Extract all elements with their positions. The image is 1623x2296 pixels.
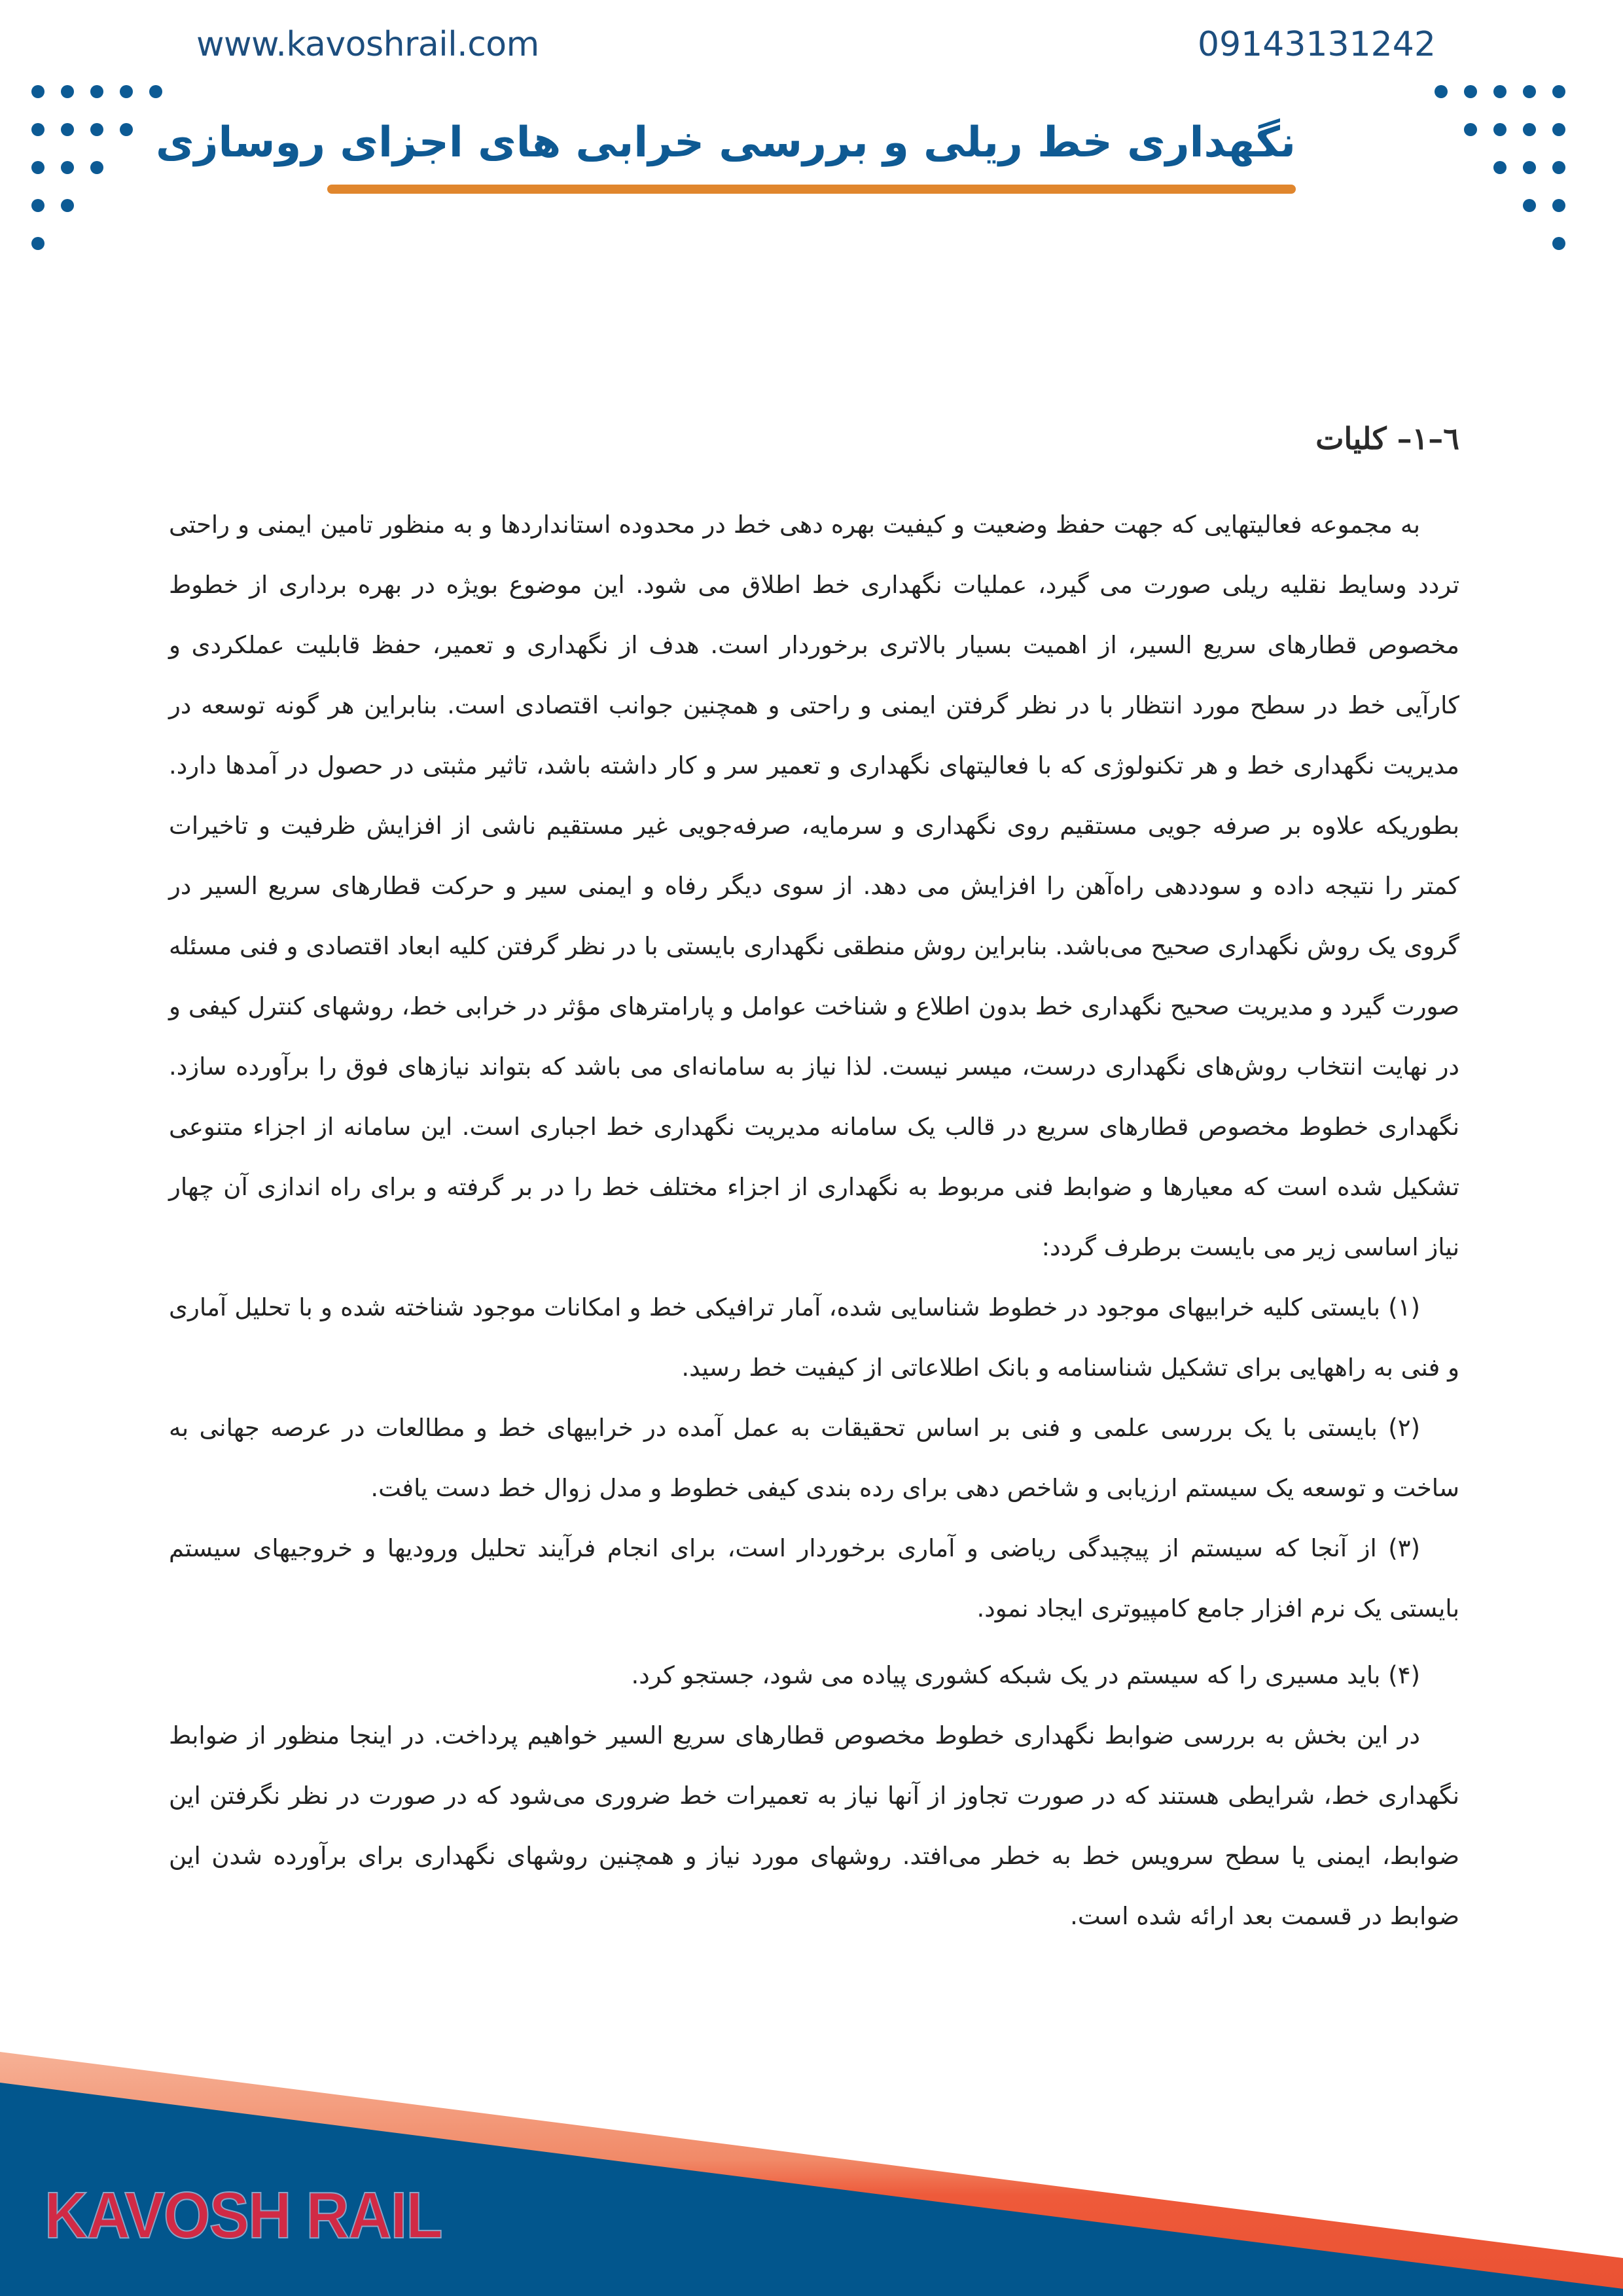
dot xyxy=(1552,199,1565,212)
dot xyxy=(1552,85,1565,98)
dot xyxy=(61,123,74,136)
dot xyxy=(31,85,45,98)
dot xyxy=(1493,123,1507,136)
dot xyxy=(149,85,162,98)
dot xyxy=(61,161,74,174)
list-item: (۳) از آنجا که سیستم از پیچیدگی ریاضی و آماری برخوردار است، برای انجام فرآیند تحلیل ورودیها و خروجیهای سیستم بایستی یک نرم افزار جامع کامپیوتری ایجاد نمود. xyxy=(169,1534,1459,1623)
brand-logo: KAVOSH RAIL xyxy=(45,2179,442,2252)
title-underline xyxy=(327,185,1296,194)
dot xyxy=(120,123,133,136)
intro-paragraph: به مجموعه فعالیتهایی که جهت حفظ وضعیت و کیفیت بهره دهی خط در محدوده استانداردها و به منظور تامین ایمنی و راحتی تردد وسایط نقلیه ریلی صورت می گیرد، عملیات نگهداری خط اطلاق می شود. این موضوع بویژه در بهره برداری از خطوط مخصوص قطارهای سریع السیر، از اهمیت بسیار بالاتری برخوردار است. هدف از نگهداری و تعمیر، حفظ قابلیت عملکردی و کارآیی خط در سطح مورد انتظار با در نظر گرفتن ایمنی و راحتی و همچنین جوانب اقتصادی است. بنابراین هر گونه توسعه در مدیریت نگهداری خط و هر تکنولوژی که با فعالیتهای نگهداری و تعمیر سر و کار داشته باشد، تاثیر مثبتی در حصول در آمدها دارد. بطوریکه علاوه بر صرفه جویی مستقیم روی نگهداری و سرمایه، صرفه‌جویی غیر مستقیم ناشی از افزایش ظرفیت و تاخیرات کمتر را نتیجه داده و سوددهی راه‌آهن را افزایش می دهد. از سوی دیگر رفاه و ایمنی سیر و حرکت قطارهای سریع السیر در گروی یک روش نگهداری صحیح می‌باشد. بنابراین روش منطقی نگهداری بایستی با در نظر گرفتن کلیه ابعاد اقتصادی و فنی مسئله صورت گیرد و مدیریت صحیح نگهداری خط بدون اطلاع و شناخت عوامل و پارامترهای مؤثر در خرابی خط، روشهای کنترل کیفی و در نهایت انتخاب روش‌های نگهداری درست، میسر نیست. لذا نیاز به سامانه‌ای می باشد که بتواند نیازهای فوق را برآورده سازد. نگهداری خطوط مخصوص قطارهای سریع در قالب یک سامانه مدیریت نگهداری خط اجباری است. این سامانه از اجزاء متنوعی تشکیل شده است که معیارها و ضوابط فنی مربوط به نگهداری از اجزاء مختلف خط را در بر گرفته و برای راه اندازی آن چهار نیاز اساسی زیر می بایست برطرف گردد: xyxy=(169,511,1459,1261)
dot xyxy=(90,85,103,98)
dot xyxy=(1523,123,1536,136)
section-heading: ٦–١– کلیات xyxy=(1315,421,1459,456)
dot xyxy=(61,199,74,212)
dot xyxy=(1464,85,1477,98)
dot xyxy=(1435,85,1448,98)
dot-triangle-icon-right xyxy=(1435,85,1592,255)
dot xyxy=(1464,123,1477,136)
dot xyxy=(1493,85,1507,98)
document-body xyxy=(169,495,1459,1946)
dot xyxy=(1523,199,1536,212)
website-url[interactable]: www.kavoshrail.com xyxy=(196,25,539,64)
dot xyxy=(1493,161,1507,174)
closing-paragraph: در این بخش به بررسی ضوابط نگهداری خطوط مخصوص قطارهای سریع السیر خواهیم پرداخت. در اینجا منظور از ضوابط نگهداری خط، شرایطی هستند که در صورت تجاوز از آنها نیاز به تعمیرات خط ضروری می‌شود که در صورت در نظر نگرفتن این ضوابط، ایمنی یا سطح سرویس خط به خطر می‌افتد. روشهای مورد نیاز و همچنین روشهای نگهداری برای برآورده شدن این ضوابط در قسمت بعد ارائه شده است. xyxy=(169,1721,1459,1930)
document-title: نگهداری خط ریلی و بررسی خرابی های اجزای روسازی xyxy=(156,118,1296,167)
dot xyxy=(90,161,103,174)
dot xyxy=(31,237,45,250)
dot xyxy=(1552,123,1565,136)
dot xyxy=(31,161,45,174)
dot xyxy=(1523,161,1536,174)
footer-diagonal-band xyxy=(0,2029,1623,2296)
dot xyxy=(1523,85,1536,98)
dot xyxy=(31,199,45,212)
phone-number: 09143131242 xyxy=(1198,25,1436,64)
dot xyxy=(31,123,45,136)
list-item: (۲) بایستی با یک بررسی علمی و فنی بر اساس تحقیقات به عمل آمده در خرابیهای خط و مطالعات در عرصه جهانی به ساخت و توسعه یک سیستم ارزیابی و شاخص دهی برای رده بندی کیفی خطوط و مدل زوال خط دست یافت. xyxy=(169,1414,1459,1502)
dot xyxy=(61,85,74,98)
dot xyxy=(120,85,133,98)
dot xyxy=(1552,161,1565,174)
list-item: (۱) بایستی کلیه خرابیهای موجود در خطوط شناسایی شده، آمار ترافیکی خط و امکانات موجود شناخته شده و با تحلیل آماری و فنی به راههایی برای تشکیل شناسنامه و بانک اطلاعاتی از کیفیت خط رسید. xyxy=(169,1293,1459,1382)
list-item: (۴) باید مسیری را که سیستم در یک شبکه کشوری پیاده می شود، جستجو کرد. xyxy=(631,1661,1420,1689)
dot xyxy=(1552,237,1565,250)
dot xyxy=(90,123,103,136)
